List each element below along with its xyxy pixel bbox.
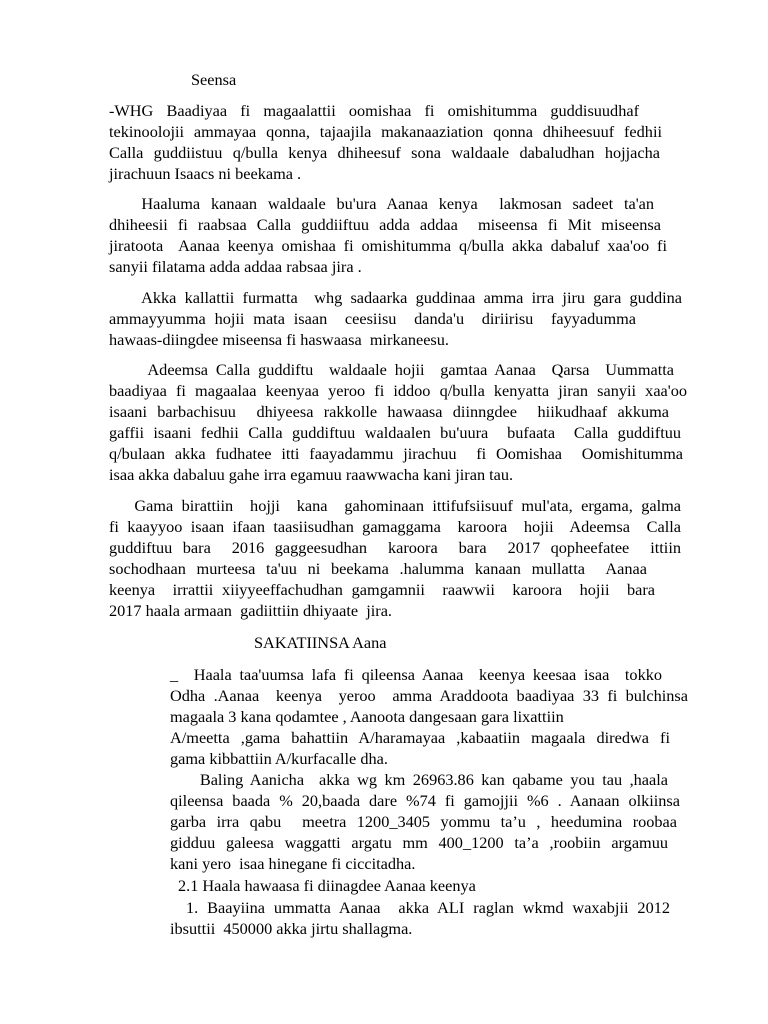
p1-line-4: jirachuun Isaacs ni beekama . <box>109 164 302 183</box>
p1-line-1: -WHG Baadiyaa fi magaalattii oomishaa fi omishitumma guddisuudhaf <box>109 101 639 120</box>
subsection-heading: 2.1 Haala hawaasa fi diinagdee Aanaa keenya <box>178 876 476 895</box>
p4-line-4: gaffii isaani fedhii Calla guddiftuu waldaalen bu'uura bufaata Calla guddiftuu <box>109 423 681 442</box>
heading-seensa: Seensa <box>191 70 237 89</box>
p4-line-3: isaani barbachisuu dhiyeesa rakkolle hawaasa diinngdee hiikudhaaf akkuma <box>109 402 669 421</box>
s1-line-5: gama kibbattiin A/kurfacalle dha. <box>170 749 388 768</box>
s1-line-4: A/meetta ,gama bahattiin A/haramayaa ,kabaatiin magaala diredwa fi <box>170 728 670 747</box>
s1-line-1: _ Haala taa'uumsa lafa fi qileensa Aanaa keenya keesaa isaa tokko <box>170 665 662 684</box>
p2-line-1: Haaluma kanaan waldaale bu'ura Aanaa kenya lakmosan sadeet ta'an <box>109 194 654 213</box>
p5-line-5: keenya irrattii xiiyyeeffachudhan gamgamnii raawwii karoora hojii bara <box>109 580 655 599</box>
p4-line-5: q/bulaan akka fudhatee itti faayadammu jirachuu fi Oomishaa Oomishitumma <box>109 444 683 463</box>
p2-line-2: dhiheesii fi raabsaa Calla guddiiftuu adda addaa miseensa fi Mit miseensa <box>109 215 661 234</box>
p1-line-3: Calla guddiistuu q/bulla kenya dhiheesuf sona waldaale dabaludhan hojjacha <box>109 143 660 162</box>
s2-line-5: kani yero isaa hinegane fi ciccitadha. <box>170 854 416 873</box>
item1-line-1: 1. Baayiina ummatta Aanaa akka ALI raglan wkmd waxabjii 2012 <box>186 898 670 917</box>
p3-line-2: ammayyumma hojii mata isaan ceesiisu danda'u diriirisu fayyadumma <box>109 309 636 328</box>
s2-line-4: gidduu galeesa waggatti argatu mm 400_1200 ta’a ,roobiin argamuu <box>170 833 668 852</box>
p4-line-6: isaa akka dabaluu gahe irra egamuu raawwacha kani jiran tau. <box>109 465 514 484</box>
item1-line-2: ibsuttii 450000 akka jirtu shallagma. <box>170 919 413 938</box>
s1-line-2: Odha .Aanaa keenya yeroo amma Araddoota baadiyaa 33 fi bulchinsa <box>170 686 688 705</box>
p4-line-2: baadiyaa fi magaalaa keenyaa yeroo fi iddoo q/bulla kenyatta jiran sanyii xaa'oo <box>109 381 687 400</box>
p5-line-4: sochodhaan murteesa ta'uu ni beekama .halumma kanaan mullatta Aanaa <box>109 559 647 578</box>
section-title: SAKATIINSA Aana <box>254 633 387 652</box>
p5-line-3: guddiftuu bara 2016 gaggeesudhan karoora bara 2017 qopheefatee ittiin <box>109 538 681 557</box>
p3-line-1: Akka kallattii furmatta whg sadaarka guddinaa amma irra jiru gara guddina <box>109 288 682 307</box>
p4-line-1: Adeemsa Calla guddiftu waldaale hojii gamtaa Aanaa Qarsa Uummatta <box>109 360 674 379</box>
s2-line-2: qileensa baada % 20,baada dare %74 fi gamojjii %6 . Aanaan olkiinsa <box>170 791 680 810</box>
p2-line-3: jiratoota Aanaa keenya omishaa fi omishitumma q/bulla akka dabaluf xaa'oo fi <box>109 236 667 255</box>
p1-line-2: tekinoolojii ammayaa qonna, tajaajila makanaaziation qonna dhiheesuuf fedhii <box>109 122 662 141</box>
p3-line-3: hawaas-diingdee miseensa fi haswaasa mirkaneesu. <box>109 330 449 349</box>
p5-line-2: fi kaayyoo isaan ifaan taasiisudhan gamaggama karoora hojii Adeemsa Calla <box>109 517 681 536</box>
s2-line-1: Baling Aanicha akka wg km 26963.86 kan qabame you tau ,haala <box>170 770 668 789</box>
p2-line-4: sanyii filatama adda addaa rabsaa jira . <box>109 257 362 276</box>
p5-line-1: Gama birattiin hojji kana gahominaan ittifufsiisuuf mul'ata, ergama, galma <box>109 496 681 515</box>
s2-line-3: garba irra qabu meetra 1200_3405 yommu ta’u , heedumina roobaa <box>170 812 677 831</box>
p5-line-6: 2017 haala armaan gadiittiin dhiyaate jira. <box>109 601 393 620</box>
s1-line-3: magaala 3 kana qodamtee , Aanoota dangesaan gara lixattiin <box>170 707 564 726</box>
